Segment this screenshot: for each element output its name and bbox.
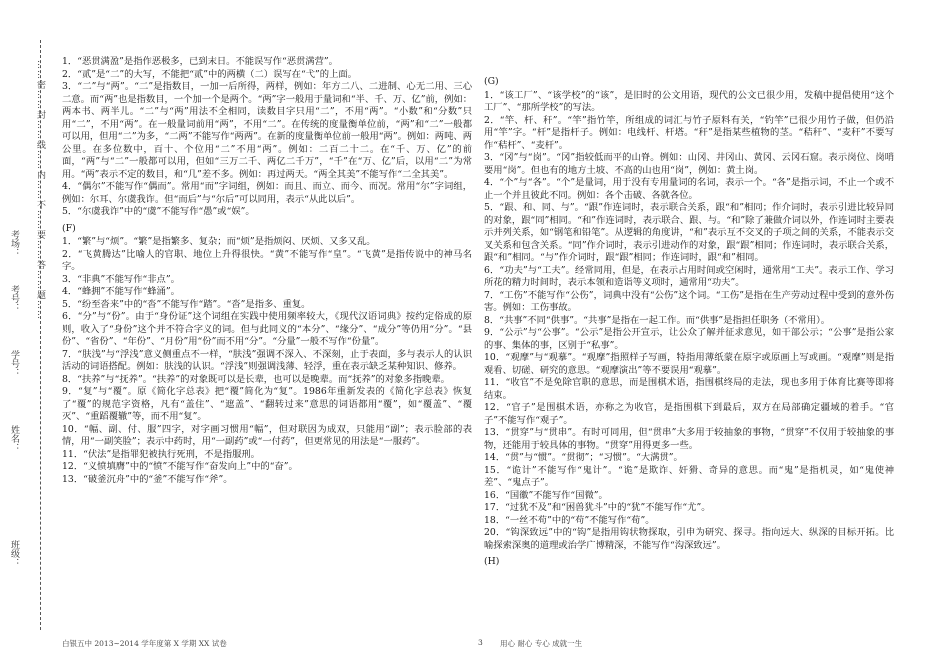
right-item-g7: 7．“工伤”不能写作“公伤”，词典中没有“公伤”这个词。“工伤”是指在生产劳动过程中受到的意外伤害。例如：工伤事故。 <box>484 289 894 313</box>
binding-warning: ……密……封……线……内……不……要……答……题…… <box>35 60 45 320</box>
left-item-2: 2．“贰”是“二”的大写，不能把“贰”中的两横（二）误写在“弋”的上面。 <box>62 68 357 80</box>
left-item-f5: 5．“纷至沓来”中的“沓”不能写作“踏”。“沓”是指多、重复。 <box>62 298 311 310</box>
left-item-5: 5．“尔虞我诈”中的“虞”不能写作“愚”或“娱”。 <box>62 206 255 217</box>
right-item-g15: 15．“诡计”不能写作“鬼计”。“诡”是欺诈、奸猾、奇异的意思。而“鬼”是指机灵，如“鬼使神差”、“鬼点子”。 <box>484 464 894 488</box>
left-item-f10: 10．“幅、副、付、服”四字，对字画习惯用“幅”，但对联因为成双，只能用“副”；表示脸部的表情，用“一副笑脸”；表示中药时，用“一副药”或“一付药”，但更常见的用法是“一服药”。 <box>62 423 472 447</box>
footer-school: 白银五中 2013~2014 学年度第 X 学期 XX 试卷 <box>62 639 227 648</box>
left-item-f6: 6．“分”与“份”。由于“身份证”这个词组在实践中使用频率较大，《现代汉语词典》按约定俗成的原则，收入了“身份”这个并不符合字义的词。但与此同义的“本分”、“缘分”、“成分”等仍用“分”。“县份”、“省份”、“年份”、“月份”用“份”而不用“分”。“分量”一般不写作“份量”。 <box>62 311 472 347</box>
right-item-g9: 9．“公示”与“公事”。“公示”是指公开宣示，让公众了解并征求意见，如干部公示；“公事”是指公家的事、集体的事，区别于“私事”。 <box>484 327 894 351</box>
left-item-1: 1．“恶贯满盈”是指作恶极多，已到末日。不能误写作“恶贯满营”。 <box>62 56 338 67</box>
footer-motto: 用心 耐心 专心 成就一生 <box>500 639 583 648</box>
left-item-f2: 2．“飞黄腾达”比喻人的官职、地位上升得很快。“黄”不能写作“皇”。“飞黄”是指传说中的神马名字。 <box>62 248 472 272</box>
left-item-f9: 9．“复”与“覆”。原《简化字总表》把“覆”简化为“复”。1986年重新发表的《简化字总表》恢复了“覆”的规范字资格，凡有“盖住”、“遮盖”、“翻转过来”意思的词语都用“覆”，如“覆盖”、“覆灭”、“重蹈覆辙”等，而不用“复”。 <box>62 386 472 422</box>
right-item-g12: 12．“官子”是围棋术语，亦称之为收官，是指围棋下到最后，双方在局部确定疆域的着手。“官子”不能写作“观子”。 <box>484 402 894 426</box>
left-item-f1: 1．“繁”与“烦”。“繁”是指繁多、复杂；而“烦”是指烦闷、厌烦、又多又乱。 <box>62 236 376 247</box>
right-item-g18: 18．“一丝不苟”中的“苟”不能写作“荀”。 <box>484 514 655 526</box>
right-item-g16: 16．“国徽”不能写作“国微”。 <box>484 489 608 501</box>
left-item-3: 3．“二”与“两”。“二”是指数目，一加一后所得，两样，例如：年方二八、二进制、心无二用、三心二意。而“两”也是指数目，一个加一个是两个。“两”字一般用于量词和“半、千、万、亿”前，例如：两本书、两半儿。“二”与“两”用法不全相同，读数目字只用“二”，不用“两”。“小数”和“分数”只用“二”，不用“两”。在一般量词前用“两”，不用“二”。在传统的度量衡单位前，“两”和“二”一般都可以用，但用“二”为多，“二两”不能写作“两两”。在新的度量衡单位前一般用“两”。例如：两吨、两公里。在多位数中，百十、个位用“二”不用“两”。例如：二百二十二。在“千、万、亿”的前面，“两”与“二”一般都可以用，但如“三万二千、两亿二千万”，“千”在“万、亿”后，以用“二”为常用。“两”表示不定的数目，和“几”差不多。例如：再过两天。“两全其美”不能写作“二全其美”。 <box>62 81 472 180</box>
left-item-f13: 13．“破釜沉舟”中的“釜”不能写作“斧”。 <box>62 473 233 485</box>
left-item-f3: 3．“非典”不能写作“非点”。 <box>62 273 180 285</box>
right-item-g1: 1．“该工厂”、“该学校”的“该”，是旧时的公文用语，现代的公文已很少用，发稿中提倡使用“这个工厂”、“那所学校”的写法。 <box>484 89 894 113</box>
right-item-g8: 8．“共事”不同“供事”。“共事”是指在一起工作。而“供事”是指担任职务（不常用）。 <box>484 314 831 326</box>
right-item-g20: 20．“钩深致远”中的“钩”是指用钩状物探取，引申为研究、探寻。指向远大、纵深的目标开拓。比喻探索深奥的道理或治学广博精深，不能写作“沟深致远”。 <box>484 527 894 551</box>
student-number-label: 学号： <box>9 350 19 377</box>
name-label: 姓名： <box>9 425 19 452</box>
right-item-g2: 2．“竿、杆、秆”。“竿”指竹竿，所组成的词汇与竹子原料有关，“钓竿”已很少用竹子做，但仍沿用“竿”字。“杆”是指杆子。例如：电线杆、杆塔。“秆”是指某些植物的茎。“秸秆”、“麦秆”不要写作“秸杆”、“麦杆”。 <box>484 114 894 151</box>
left-item-f8: 8．“扶养”与“抚养”。“扶养”的对象既可以是长辈，也可以是晚辈。而“抚养”的对象多指晚辈。 <box>62 373 450 385</box>
class-label: 班级： <box>9 540 19 567</box>
left-item-4: 4．“偶尔”不能写作“偶而”。常用“而”字词组，例如：而且、而立、而今、而况。常用“尔”字词组，例如：尔耳、尔虞我诈。但“而后”与“尔后”可以同用，表示“从此以后”。 <box>62 181 472 205</box>
right-item-g10: 10．“观摩”与“观摹”。“观摩”指照样子写画，特指用薄纸蒙在原字或原画上写或画。“观摩”则是指观看、切磋、研究的意思。“观摩演出”等不要误用“观摹”。 <box>484 352 894 376</box>
exam-room-label: 考场： <box>9 230 19 257</box>
footer-page-number: 3 <box>478 638 483 647</box>
left-item-f7: 7．“肤浅”与“浮浅”意义侧重点不一样，“肤浅”强调不深入、不深刻，止于表面，多与表示人的认识活动的词语搭配。例如：肤浅的认识。“浮浅”则强调浅薄、轻浮，重在表示缺乏某种知识、修养。 <box>62 348 472 372</box>
right-item-g14: 14．“贯”与“惯”。“贯彻”；“习惯”。“大满贯”。 <box>484 452 683 463</box>
section-heading-h: (H) <box>484 556 500 567</box>
right-item-g11: 11．“收官”不是免除官职的意思，而是围棋术语，指围棋终局的走法，现也多用于体育比赛等即将结束。 <box>484 377 894 401</box>
right-item-g3: 3．“冈”与“岗”。“冈”指较低而平的山脊。例如：山冈、井冈山、黄冈、云冈石窟。表示岗位、岗哨要用“岗”。但也有的地方土坡、不高的山也用“岗”，例如：黄土岗。 <box>484 152 894 176</box>
binding-margin <box>0 0 58 658</box>
left-item-f4: 4．“蜂拥”不能写作“蜂涌”。 <box>62 286 180 297</box>
right-item-g17: 17．“过犹不及”和“困兽犹斗”中的“犹”不能写作“尤”。 <box>484 502 711 513</box>
left-item-f12: 12．“义愤填膺”中的“愤”不能写作“奋发向上”中的“奋”。 <box>62 461 298 472</box>
left-column <box>62 56 472 486</box>
right-item-g6: 6．“功夫”与“工夫”。经常同用，但是，在表示占用时间或空闲时，通常用“工夫”。表示工作、学习所花的精力时间时，表示本领和造诣等义项时，通常用“功夫”。 <box>484 264 894 288</box>
right-item-g4: 4．“个”与“各”。“个”是量词，用于没有专用量词的名词，表示一个。“各”是指示词，不止一个或不止一个并且彼此不同。例如：各个击破、各就各位。 <box>484 177 894 201</box>
right-item-g13: 13．“贯穿”与“贯串”。有时可同用，但“贯串”大多用于较抽象的事物，“贯穿”不仅用于较抽象的事物，还能用于较具体的事物。“贯穿”用得更多一些。 <box>484 427 894 451</box>
section-heading-g: (G) <box>484 76 499 87</box>
right-item-g5: 5．“跟、和、同、与”。“跟”作连词时，表示联合关系，跟“和”相同；作介词时，表示引进比较异同的对象，跟“同”相同。“和”作连词时，表示联合、跟、与。“和”除了兼做介词以外，作连词时主要表示并列关系，如“钢笔和铅笔”。从逻辑的角度讲，“和”表示互不交叉的子项之间的关系，不能表示交叉关系和包含关系。“同”作介词时，表示引进动作的对象，跟“跟”相同；作连词时，表示联合关系，跟“和”相同。“与”作介词时，跟“跟”相同；作连词时，跟“和”相同。 <box>484 202 894 263</box>
section-heading-f: (F) <box>62 222 76 234</box>
right-column <box>484 72 894 570</box>
left-item-f11: 11．“伏法”是指罪犯被执行死刑，不是指服刑。 <box>62 448 260 460</box>
exam-number-label: 考号： <box>9 285 19 312</box>
